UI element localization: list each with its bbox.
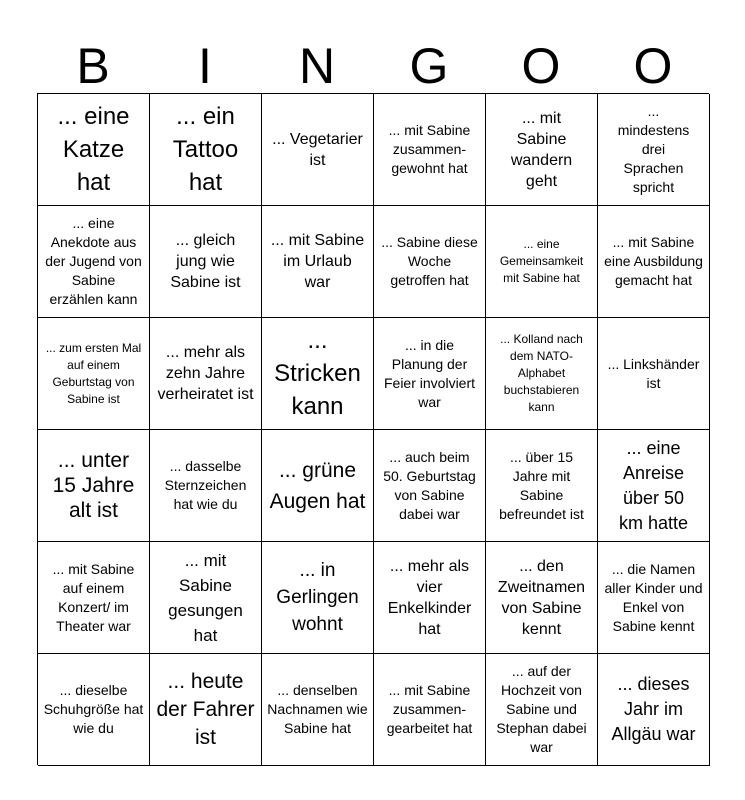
bingo-header <box>37 38 709 94</box>
cell-text: ... in die Planung der Feier involviert war <box>383 336 476 410</box>
bingo-cell-r1c5[interactable] <box>486 94 598 206</box>
bingo-cell-r4c5[interactable] <box>486 430 598 542</box>
bingo-cell-r5c3[interactable] <box>262 542 374 654</box>
bingo-cell-r3c5[interactable] <box>486 318 598 430</box>
bingo-cell-r6c2[interactable] <box>150 654 262 766</box>
bingo-cell-r2c4[interactable] <box>374 206 486 318</box>
cell-text: ... mit Sabine im Urlaub war <box>270 232 365 291</box>
bingo-cell-r1c6[interactable] <box>598 94 710 206</box>
cell-text: ... mehr als zehn Jahre verheiratet ist <box>157 344 254 403</box>
cell-text: ... dasselbe Sternzeichen hat wie du <box>164 458 247 512</box>
bingo-cell-r4c2[interactable] <box>150 430 262 542</box>
header-letter-n: N <box>298 38 336 94</box>
bingo-cell-r2c2[interactable] <box>150 206 262 318</box>
bingo-cell-r6c5[interactable] <box>486 654 598 766</box>
bingo-cell-r5c2[interactable] <box>150 542 262 654</box>
cell-text: ... Vegetarier ist <box>272 130 363 169</box>
bingo-cell-r3c3[interactable] <box>262 318 374 430</box>
bingo-cell-r1c1[interactable] <box>38 94 150 206</box>
header-letter-b: B <box>76 38 110 94</box>
cell-text: ... zum ersten Mal auf einem Geburtstag von Sabine ist <box>45 340 142 406</box>
bingo-cell-r2c3[interactable] <box>262 206 374 318</box>
cell-text: ... mit Sabine gesungen hat <box>168 550 243 645</box>
cell-text: ... mit Sabine auf einem Konzert/ im Theater war <box>52 560 135 634</box>
bingo-cell-r4c4[interactable] <box>374 430 486 542</box>
cell-text: ... denselben Nachnamen wie Sabine hat <box>267 682 368 736</box>
cell-text: ... dieses Jahr im Allgäu war <box>611 674 696 744</box>
cell-text: ... unter 15 Jahre alt ist <box>52 449 135 522</box>
header-letter-i: I <box>198 38 212 94</box>
cell-text: ... eine Anreise über 50 km hatte <box>618 437 689 533</box>
header-letter-o-2: O <box>633 38 673 94</box>
bingo-cell-r1c3[interactable] <box>262 94 374 206</box>
bingo-grid <box>37 93 709 765</box>
cell-text: ... Stricken kann <box>274 327 361 420</box>
bingo-cell-r2c6[interactable] <box>598 206 710 318</box>
cell-text: ... Sabine diese Woche getroffen hat <box>381 234 478 288</box>
bingo-cell-r3c6[interactable] <box>598 318 710 430</box>
bingo-cell-r3c1[interactable] <box>38 318 150 430</box>
bingo-cell-r5c5[interactable] <box>486 542 598 654</box>
bingo-cell-r2c1[interactable] <box>38 206 150 318</box>
cell-text: ... mit Sabine zusammen-gearbeitet hat <box>386 682 473 736</box>
cell-text: ... grüne Augen hat <box>269 458 366 513</box>
cell-text: ... heute der Fahrer ist <box>156 669 255 749</box>
cell-text: ... eine Gemeinsamkeit mit Sabine hat <box>499 237 584 285</box>
cell-text: ... in Gerlingen wohnt <box>276 560 359 635</box>
cell-text: ... eine Anekdote aus der Jugend von Sabine erzählen kann <box>45 215 142 307</box>
bingo-cell-r5c6[interactable] <box>598 542 710 654</box>
bingo-cell-r1c4[interactable] <box>374 94 486 206</box>
cell-text: ... Linkshänder ist <box>607 355 700 391</box>
cell-text: ... mehr als vier Enkelkinder hat <box>387 557 472 638</box>
cell-text: ... den Zweitnamen von Sabine kennt <box>497 557 586 638</box>
cell-text: ... die Namen aller Kinder und Enkel von Sabine kennt <box>604 560 703 634</box>
cell-text: ... eine Katze hat <box>57 103 130 196</box>
header-letter-g: G <box>409 38 449 94</box>
header-letter-o: O <box>521 38 561 94</box>
bingo-cell-r6c1[interactable] <box>38 654 150 766</box>
bingo-cell-r3c2[interactable] <box>150 318 262 430</box>
bingo-cell-r6c6[interactable] <box>598 654 710 766</box>
cell-text: ... gleich jung wie Sabine ist <box>170 232 241 291</box>
bingo-cell-r6c3[interactable] <box>262 654 374 766</box>
cell-text: ... ein Tattoo hat <box>172 103 239 196</box>
cell-text: ... auch beim 50. Geburtstag von Sabine dabei war <box>383 448 476 522</box>
bingo-cell-r4c6[interactable] <box>598 430 710 542</box>
bingo-cell-r2c5[interactable] <box>486 206 598 318</box>
bingo-cell-r3c4[interactable] <box>374 318 486 430</box>
cell-text: ... mit Sabine zusammen-gewohnt hat <box>388 122 471 176</box>
cell-text: ... über 15 Jahre mit Sabine befreundet ist <box>499 448 584 522</box>
bingo-cell-r1c2[interactable] <box>150 94 262 206</box>
cell-text: ... mit Sabine wandern geht <box>510 109 573 190</box>
cell-text: ... Kolland nach dem NATO-Alphabet buchstabieren kann <box>500 332 583 414</box>
cell-text: ... dieselbe Schuhgröße hat wie du <box>43 682 144 736</box>
cell-text: ... mit Sabine eine Ausbildung gemacht hat <box>604 234 703 288</box>
cell-text: ... mindestens drei Sprachen spricht <box>617 103 690 195</box>
cell-text: ... auf der Hochzeit von Sabine und Stephan dabei war <box>496 663 587 755</box>
bingo-cell-r5c1[interactable] <box>38 542 150 654</box>
bingo-cell-r4c3[interactable] <box>262 430 374 542</box>
bingo-cell-r6c4[interactable] <box>374 654 486 766</box>
bingo-cell-r4c1[interactable] <box>38 430 150 542</box>
bingo-cell-r5c4[interactable] <box>374 542 486 654</box>
